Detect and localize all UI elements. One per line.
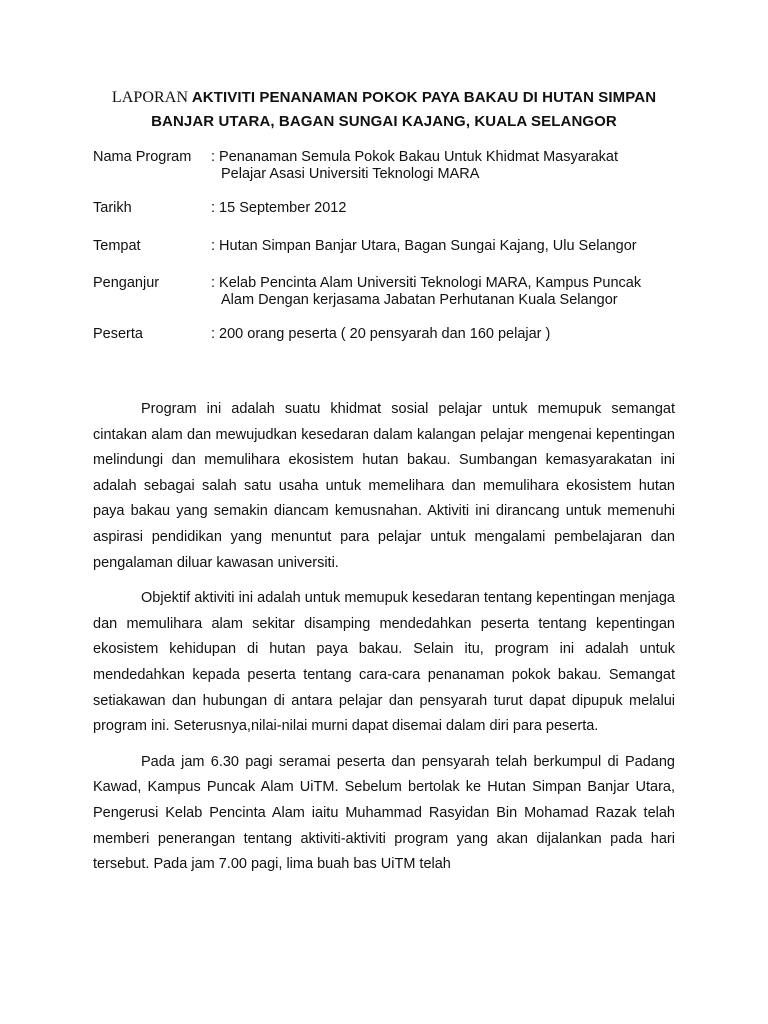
meta-value-line: Pelajar Asasi Universiti Teknologi MARA [221, 166, 480, 182]
meta-value [211, 149, 618, 183]
meta-row-tempat [93, 238, 637, 255]
meta-row-peserta [93, 326, 550, 343]
meta-value-line: : Kelab Pencinta Alam Universiti Teknologi MARA, Kampus Puncak [211, 275, 642, 291]
title-line-1 [60, 86, 708, 110]
meta-row-tarikh [93, 200, 346, 217]
meta-label: Tempat [93, 238, 141, 254]
meta-row-nama-program [93, 149, 618, 183]
paragraph-objective: Objektif aktiviti ini adalah untuk memupuk kesedaran tentang kepentingan menjaga dan memulihara alam sekitar disamping mendedahkan peserta tentang kepentingan ekosistem kehidupan di hutan paya bakau. Selain itu, program ini adalah untuk mendedahkan kepada peserta tentang cara-cara penanaman pokok bakau. Semangat setiakawan dan hubungan di antara pelajar dan pensyarah turut dapat dipupuk melalui program ini. Seterusnya,nilai-nilai murni dapat disemai dalam diri para peserta. [93, 590, 675, 735]
title-line-2: BANJAR UTARA, BAGAN SUNGAI KAJANG, KUALA SELANGOR [151, 113, 617, 130]
meta-label: Peserta [93, 326, 143, 342]
meta-label: Penganjur [93, 275, 160, 291]
paragraph-purpose: Program ini adalah suatu khidmat sosial pelajar untuk memupuk semangat cintakan alam dan mewujudkan kesedaran dalam kalangan pelajar mengenai kepentingan melindungi dan memulihara ekosistem hutan bakau. Sumbangan kemasyarakatan ini adalah sebagai salah satu usaha untuk memelihara dan memulihara ekosistem hutan paya bakau yang semakin diancam kemusnahan. Aktiviti ini dirancang untuk memenuhi aspirasi pendidikan yang menuntut para pelajar untuk mengalami pembelajaran dan pengalaman diluar kawasan universiti. [93, 401, 675, 571]
paragraph-proceedings: Pada jam 6.30 pagi seramai peserta dan pensyarah telah berkumpul di Padang Kawad, Kampus Puncak Alam UiTM. Sebelum bertolak ke Hutan Simpan Banjar Utara, Pengerusi Kelab Pencinta Alam iaitu Muhammad Rasyidan Bin Mohamad Razak telah memberi penerangan tentang aktiviti-aktiviti program yang akan dijalankan pada hari tersebut. Pada jam 7.00 pagi, lima buah bas UiTM telah [93, 753, 675, 873]
title-line-1-rest: AKTIVITI PENANAMAN POKOK PAYA BAKAU DI HUTAN SIMPAN [191, 89, 657, 106]
report-body [93, 397, 675, 888]
meta-value: : 15 September 2012 [211, 200, 347, 216]
report-title [60, 86, 708, 134]
meta-value-line: : Penanaman Semula Pokok Bakau Untuk Khidmat Masyarakat [211, 149, 619, 165]
meta-value: : Hutan Simpan Banjar Utara, Bagan Sungai Kajang, Ulu Selangor [211, 238, 637, 254]
meta-value [211, 275, 641, 309]
meta-label: Nama Program [93, 149, 192, 165]
meta-value: : 200 orang peserta ( 20 pensyarah dan 160 pelajar ) [211, 326, 551, 342]
meta-label: Tarikh [93, 200, 132, 216]
title-lead-word: LAPORAN [111, 89, 189, 106]
meta-row-penganjur [93, 275, 641, 309]
meta-value-line: Alam Dengan kerjasama Jabatan Perhutanan Kuala Selangor [221, 292, 618, 308]
